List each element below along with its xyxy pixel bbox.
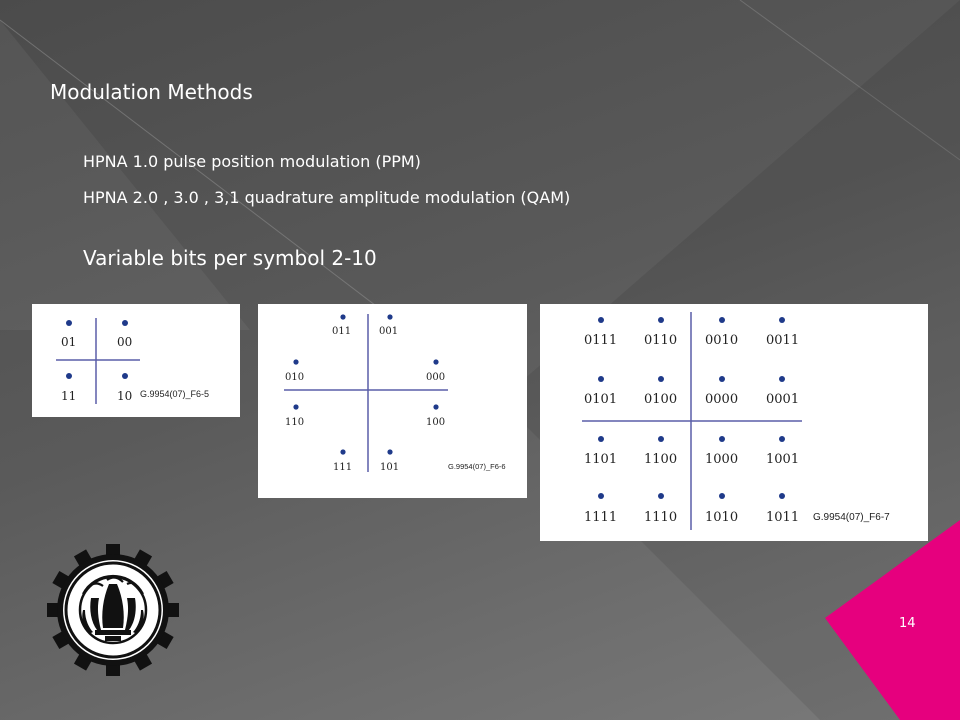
constellation-16 xyxy=(540,304,928,541)
point-label: 100 xyxy=(426,417,446,428)
point-dot xyxy=(387,314,392,319)
point-label: 11 xyxy=(61,389,77,403)
point-dot xyxy=(719,376,725,382)
point-dot xyxy=(293,404,298,409)
point-label: 1010 xyxy=(705,510,739,525)
point-label: 0100 xyxy=(644,392,678,407)
diagram-caption: G.9954(07)_F6-7 xyxy=(813,512,890,523)
point-label: 011 xyxy=(332,326,352,337)
point-label: 0111 xyxy=(584,333,618,348)
point-dot xyxy=(658,317,664,323)
point-dot xyxy=(66,320,72,326)
bullet-ppm: HPNA 1.0 pulse position modulation (PPM) xyxy=(83,152,421,171)
point-dot xyxy=(779,317,785,323)
point-label: 0010 xyxy=(705,333,739,348)
diagram-caption: G.9954(07)_F6-5 xyxy=(140,389,210,399)
point-dot xyxy=(433,404,438,409)
point-dot xyxy=(719,436,725,442)
bullet-qam: HPNA 2.0 , 3.0 , 3,1 quadrature amplitude modulation (QAM) xyxy=(83,188,571,207)
point-label: 010 xyxy=(285,372,305,383)
point-label: 101 xyxy=(380,462,400,473)
point-label: 1011 xyxy=(766,510,800,525)
point-label: 1000 xyxy=(705,452,739,467)
point-label: 1101 xyxy=(584,452,618,467)
point-label: 01 xyxy=(61,335,77,349)
constellation-8 xyxy=(258,304,527,498)
point-label: 1100 xyxy=(644,452,678,467)
page-number: 14 xyxy=(899,616,916,631)
point-label: 1001 xyxy=(766,452,800,467)
point-label: 1110 xyxy=(644,510,678,525)
point-dot xyxy=(779,436,785,442)
point-label: 001 xyxy=(379,326,399,337)
slide-title: Modulation Methods xyxy=(50,80,253,104)
point-label: 111 xyxy=(333,462,353,473)
constellation-4 xyxy=(32,304,240,417)
point-dot xyxy=(719,493,725,499)
point-dot xyxy=(658,436,664,442)
point-dot xyxy=(658,376,664,382)
point-dot xyxy=(122,373,128,379)
point-label: 110 xyxy=(285,417,305,428)
point-dot xyxy=(779,493,785,499)
point-label: 0000 xyxy=(705,392,739,407)
point-dot xyxy=(598,317,604,323)
point-label: 0011 xyxy=(766,333,800,348)
point-dot xyxy=(340,449,345,454)
point-label: 1111 xyxy=(584,510,618,525)
point-label: 000 xyxy=(426,372,446,383)
point-label: 10 xyxy=(117,389,133,403)
point-label: 0001 xyxy=(766,392,800,407)
university-logo-icon xyxy=(47,544,179,676)
point-dot xyxy=(293,359,298,364)
point-label: 00 xyxy=(117,335,133,349)
point-dot xyxy=(598,436,604,442)
point-label: 0110 xyxy=(644,333,678,348)
point-dot xyxy=(433,359,438,364)
point-dot xyxy=(387,449,392,454)
bits-per-symbol-text: Variable bits per symbol 2-10 xyxy=(83,246,377,270)
diagram-caption: G.9954(07)_F6-6 xyxy=(448,462,506,471)
point-dot xyxy=(122,320,128,326)
point-dot xyxy=(719,317,725,323)
point-dot xyxy=(658,493,664,499)
point-dot xyxy=(779,376,785,382)
point-dot xyxy=(598,376,604,382)
point-dot xyxy=(340,314,345,319)
point-dot xyxy=(598,493,604,499)
point-label: 0101 xyxy=(584,392,618,407)
point-dot xyxy=(66,373,72,379)
